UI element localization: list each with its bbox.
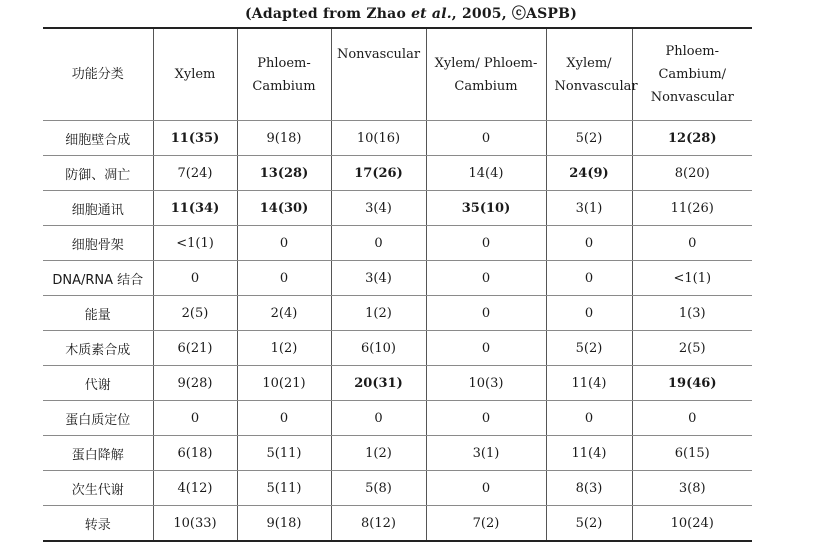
table-row	[43, 401, 752, 436]
table-cell: 5(11)	[237, 436, 331, 471]
table-cell: 5(2)	[546, 506, 632, 542]
table-cell: 0	[546, 261, 632, 296]
table-cell: 3(4)	[331, 191, 426, 226]
table-cell: 2(4)	[237, 296, 331, 331]
table-cell: 6(10)	[331, 331, 426, 366]
table-cell: 5(2)	[546, 121, 632, 156]
table-cell: 11(26)	[632, 191, 752, 226]
table-row	[43, 436, 752, 471]
table-cell: 13(28)	[237, 156, 331, 191]
table-cell: <1(1)	[153, 226, 237, 261]
row-label: 木质素合成	[43, 331, 153, 366]
table-cell: 10(24)	[632, 506, 752, 542]
row-label: 细胞壁合成	[43, 121, 153, 156]
table-cell: 5(2)	[546, 331, 632, 366]
table-cell: 0	[237, 261, 331, 296]
table-row	[43, 191, 752, 226]
table-cell: 0	[426, 401, 546, 436]
row-label: 能量	[43, 296, 153, 331]
table-cell: 2(5)	[632, 331, 752, 366]
table-cell: 0	[426, 226, 546, 261]
row-label: 蛋白质定位	[43, 401, 153, 436]
table-row	[43, 121, 752, 156]
table-cell: 3(1)	[546, 191, 632, 226]
row-label: DNA/RNA 结合	[43, 261, 153, 296]
table-row	[43, 261, 752, 296]
row-label: 防御、凋亡	[43, 156, 153, 191]
table-row	[43, 331, 752, 366]
table-cell: 1(3)	[632, 296, 752, 331]
row-label: 次生代谢	[43, 471, 153, 506]
table-cell: 7(2)	[426, 506, 546, 542]
table-cell: 0	[331, 226, 426, 261]
table-cell: 35(10)	[426, 191, 546, 226]
table-cell: 0	[153, 261, 237, 296]
table-cell: 11(34)	[153, 191, 237, 226]
table-cell: 0	[237, 401, 331, 436]
gene-function-table	[43, 27, 752, 542]
table-cell: 2(5)	[153, 296, 237, 331]
table-cell: 14(30)	[237, 191, 331, 226]
table-cell: 0	[426, 471, 546, 506]
table-cell: 0	[426, 261, 546, 296]
table-cell: 19(46)	[632, 366, 752, 401]
table-cell: 6(15)	[632, 436, 752, 471]
table-cell: 0	[153, 401, 237, 436]
table-cell: 9(18)	[237, 506, 331, 542]
table-row	[43, 226, 752, 261]
table-cell: 0	[331, 401, 426, 436]
table-cell: 0	[632, 226, 752, 261]
table-cell: 0	[426, 296, 546, 331]
table-row	[43, 471, 752, 506]
table-cell: 0	[546, 226, 632, 261]
table-cell: 10(21)	[237, 366, 331, 401]
col-header-phloem-cambium-nonvascular: Phloem-Cambium/ Nonvascular	[632, 28, 752, 121]
table-cell: 1(2)	[331, 296, 426, 331]
table-cell: 0	[237, 226, 331, 261]
table-cell: 1(2)	[331, 436, 426, 471]
table-cell: 10(33)	[153, 506, 237, 542]
table-caption	[0, 3, 822, 23]
table-cell: <1(1)	[632, 261, 752, 296]
header-row	[43, 28, 752, 121]
table-cell: 9(18)	[237, 121, 331, 156]
table-cell: 8(3)	[546, 471, 632, 506]
table-row	[43, 506, 752, 542]
table-cell: 20(31)	[331, 366, 426, 401]
col-header-nonvascular: Nonvascular	[331, 28, 426, 121]
col-header-phloem-cambium: Phloem-Cambium	[237, 28, 331, 121]
table-cell: 0	[426, 121, 546, 156]
table-cell: 24(9)	[546, 156, 632, 191]
col-header-xylem-phloem-cambium: Xylem/ Phloem-Cambium	[426, 28, 546, 121]
caption-suffix: , 2005, ⓒASPB)	[451, 6, 578, 22]
table-cell: 7(24)	[153, 156, 237, 191]
table-cell: 3(8)	[632, 471, 752, 506]
col-header-xylem: Xylem	[153, 28, 237, 121]
table-cell: 0	[546, 401, 632, 436]
table-row	[43, 296, 752, 331]
corner-header: 功能分类	[43, 28, 153, 121]
table-cell: 0	[546, 296, 632, 331]
table-cell: 5(8)	[331, 471, 426, 506]
row-label: 细胞骨架	[43, 226, 153, 261]
row-label: 代谢	[43, 366, 153, 401]
table-cell: 0	[426, 331, 546, 366]
table-cell: 6(18)	[153, 436, 237, 471]
table-row	[43, 366, 752, 401]
table-cell: 10(3)	[426, 366, 546, 401]
table-cell: 10(16)	[331, 121, 426, 156]
table-row	[43, 156, 752, 191]
table-cell: 6(21)	[153, 331, 237, 366]
row-label: 蛋白降解	[43, 436, 153, 471]
table-cell: 9(28)	[153, 366, 237, 401]
table-cell: 17(26)	[331, 156, 426, 191]
table-cell: 1(2)	[237, 331, 331, 366]
table-cell: 11(4)	[546, 366, 632, 401]
row-label: 细胞通讯	[43, 191, 153, 226]
table-cell: 11(35)	[153, 121, 237, 156]
table-cell: 11(4)	[546, 436, 632, 471]
row-label: 转录	[43, 506, 153, 542]
table-cell: 8(12)	[331, 506, 426, 542]
caption-etal: et al.	[411, 6, 452, 22]
table-cell: 3(1)	[426, 436, 546, 471]
table-cell: 3(4)	[331, 261, 426, 296]
caption-prefix: (Adapted from Zhao	[244, 6, 412, 22]
table-cell: 14(4)	[426, 156, 546, 191]
table-cell: 12(28)	[632, 121, 752, 156]
table-cell: 5(11)	[237, 471, 331, 506]
table-cell: 8(20)	[632, 156, 752, 191]
table-cell: 4(12)	[153, 471, 237, 506]
col-header-xylem-nonvascular: Xylem/ Nonvascular	[546, 28, 632, 121]
table-cell: 0	[632, 401, 752, 436]
